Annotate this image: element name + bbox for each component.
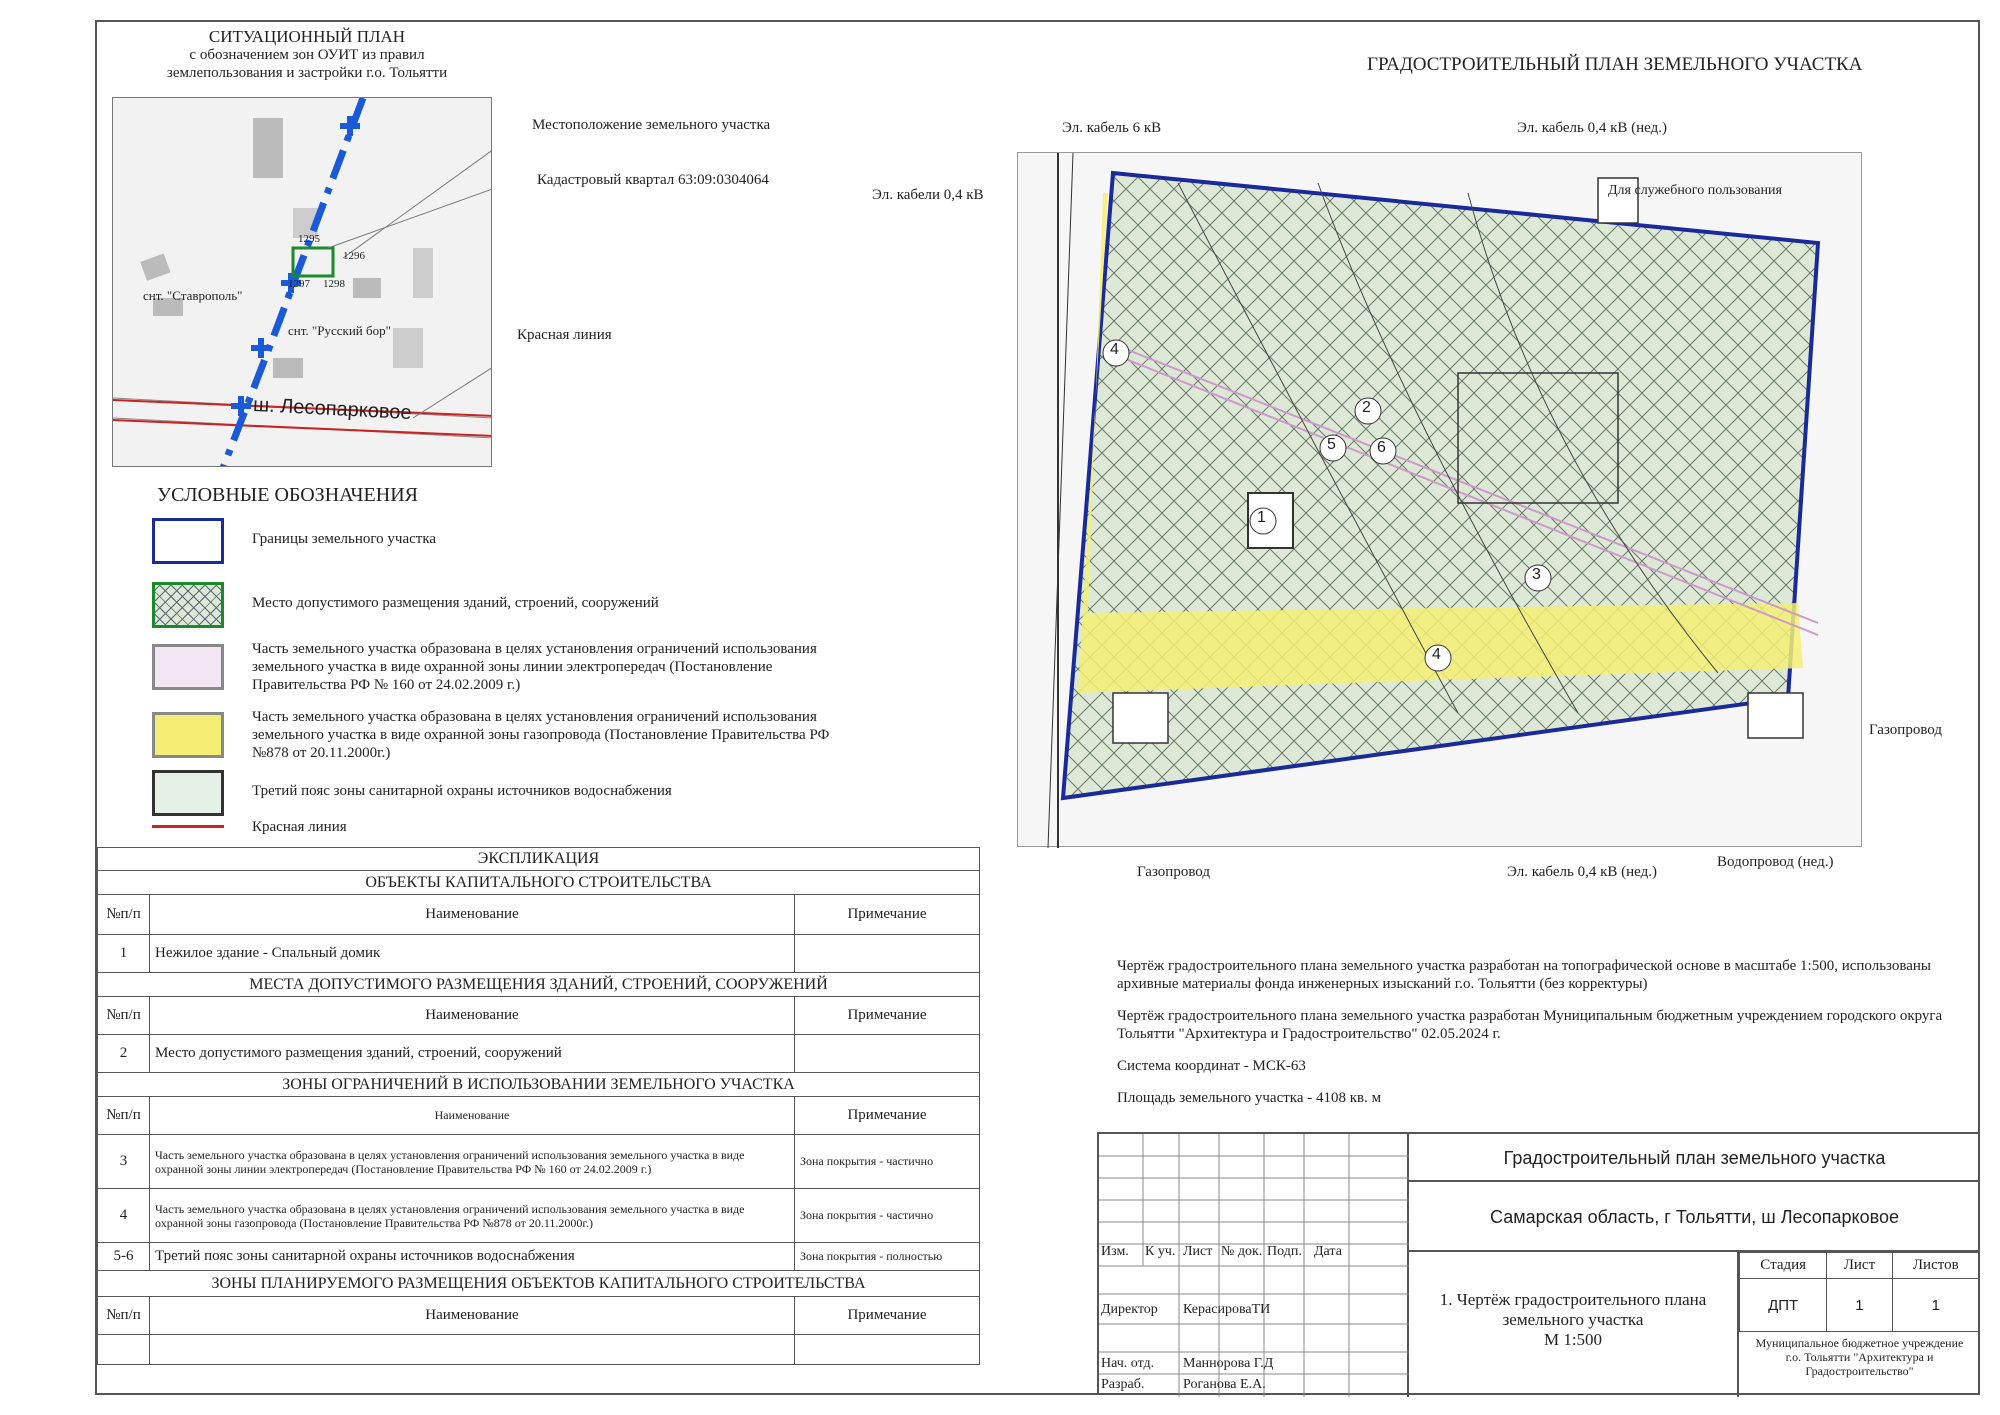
sheets-header: Листов bbox=[1892, 1253, 1979, 1279]
row-note: Зона покрытия - полностью bbox=[795, 1243, 980, 1271]
row-note: Зона покрытия - частично bbox=[795, 1189, 980, 1243]
legend-title: УСЛОВНЫЕ ОБОЗНАЧЕНИЯ bbox=[157, 484, 418, 506]
zone-marker: 2 bbox=[1362, 399, 1371, 416]
role: Нач. отд. bbox=[1101, 1356, 1155, 1371]
plan-title: ГРАДОСТРОИТЕЛЬНЫЙ ПЛАН ЗЕМЕЛЬНОГО УЧАСТКА bbox=[1367, 54, 1863, 75]
gas-pipe-label: Газопровод bbox=[1869, 722, 1943, 738]
col-num: №п/п bbox=[98, 997, 150, 1035]
col-doc: № док. bbox=[1221, 1244, 1263, 1259]
row-num: 5-6 bbox=[98, 1243, 150, 1271]
col-note: Примечание bbox=[795, 895, 980, 935]
title-block bbox=[1097, 1132, 1980, 1395]
situation-header bbox=[137, 28, 477, 82]
col-date: Дата bbox=[1314, 1244, 1342, 1259]
sheet-value: 1 bbox=[1827, 1279, 1892, 1332]
stage-value: ДПТ bbox=[1740, 1279, 1827, 1332]
legend-item: Часть земельного участка образована в целях установления ограничений использования земельного участка в виде охранной зоны линии электропередач (Постановление Правительства РФ № 160 от 24.02.2009 г.) bbox=[252, 641, 817, 693]
zone-marker: 1 bbox=[1257, 509, 1266, 526]
legend-swatch-boundary bbox=[152, 518, 224, 564]
legend-item: Красная линия bbox=[252, 819, 347, 835]
plan-drawing bbox=[1017, 152, 1862, 847]
situation-subtitle: с обозначением зон ОУИТ из правил bbox=[189, 47, 425, 63]
legend-swatch-yellow bbox=[152, 712, 224, 758]
note: Площадь земельного участка - 4108 кв. м bbox=[1117, 1090, 1382, 1106]
row-num bbox=[98, 1335, 150, 1365]
col-kuch: К уч. bbox=[1145, 1244, 1176, 1259]
cable-04kv-label-bottom: Эл. кабель 0,4 кВ (нед.) bbox=[1507, 864, 1657, 880]
col-name: Наименование bbox=[150, 997, 795, 1035]
stamp-address: Самарская область, г Тольятти, ш Лесопарковое bbox=[1409, 1182, 1980, 1252]
parcel-label: 1295 bbox=[298, 233, 320, 245]
legend-swatch-green bbox=[152, 770, 224, 816]
service-label: Для служебного пользования bbox=[1608, 183, 1782, 198]
role: Разраб. bbox=[1101, 1377, 1145, 1392]
drawing-sheet bbox=[95, 20, 1980, 1395]
col-note: Примечание bbox=[795, 1297, 980, 1335]
location-callout: Местоположение земельного участка bbox=[532, 117, 771, 133]
col-num: №п/п bbox=[98, 895, 150, 935]
row-num: 3 bbox=[98, 1135, 150, 1189]
water-pipe-label: Водопровод (нед.) bbox=[1717, 854, 1834, 870]
note: Чертёж градостроительного плана земельного участка разработан на топографической основе в масштабе 1:500, использованы архивные материалы фонда инженерных изысканий г.о. Тольятти (без корректуры) bbox=[1117, 958, 1932, 992]
legend-item: Границы земельного участка bbox=[252, 531, 437, 547]
snt-label: снт. "Ставрополь" bbox=[143, 288, 243, 303]
row-name: Место допустимого размещения зданий, строений, сооружений bbox=[150, 1035, 795, 1073]
col-num: №п/п bbox=[98, 1297, 150, 1335]
cable-6kv-label: Эл. кабель 6 кВ bbox=[1062, 120, 1162, 136]
zone-marker: 4 bbox=[1432, 646, 1441, 663]
row-num: 4 bbox=[98, 1189, 150, 1243]
legend-item: Часть земельного участка образована в целях установления ограничений использования земельного участка в виде охранной зоны газопровода (Постановление Правительства РФ №878 от 20.11.2000г.) bbox=[252, 709, 830, 761]
plan-svg bbox=[1018, 153, 1863, 848]
zone-marker: 6 bbox=[1377, 439, 1386, 456]
row-name: Третий пояс зоны санитарной охраны источников водоснабжения bbox=[150, 1243, 795, 1271]
explication-title: ЭКСПЛИКАЦИЯ bbox=[98, 848, 980, 871]
situation-map bbox=[112, 97, 492, 467]
row-num: 1 bbox=[98, 935, 150, 973]
legend bbox=[137, 484, 837, 507]
role: Директор bbox=[1101, 1302, 1158, 1317]
parcel-label: 1296 bbox=[343, 250, 365, 262]
sheet-header: Лист bbox=[1827, 1253, 1892, 1279]
notes bbox=[1117, 957, 1957, 1107]
row-name bbox=[150, 1335, 795, 1365]
person: Роганова Е.А. bbox=[1183, 1377, 1266, 1392]
col-izm: Изм. bbox=[1101, 1244, 1129, 1259]
stamp-title: Градостроительный план земельного участка bbox=[1409, 1134, 1980, 1182]
legend-swatch-hatch bbox=[152, 582, 224, 628]
gas-pipe-label: Газопровод bbox=[1137, 864, 1211, 880]
stage-header: Стадия bbox=[1740, 1253, 1827, 1279]
row-name: Часть земельного участка образована в целях установления ограничений использования земельного участка в виде охранной зоны линии электропередач (Постановление Правительства РФ № 160 от 24.02.2009 г.) bbox=[150, 1135, 795, 1189]
road-label: ш. Лесопарковое bbox=[252, 393, 413, 425]
cable-04kv-label: Эл. кабель 0,4 кВ (нед.) bbox=[1517, 120, 1667, 136]
snt-label: снт. "Русский бор" bbox=[288, 323, 391, 338]
zone-marker: 3 bbox=[1532, 566, 1541, 583]
stage-block bbox=[1739, 1252, 1980, 1397]
row-num: 2 bbox=[98, 1035, 150, 1073]
row-note bbox=[795, 1035, 980, 1073]
legend-item: Место допустимого размещения зданий, строений, сооружений bbox=[252, 595, 659, 611]
note: Система координат - МСК-63 bbox=[1117, 1058, 1306, 1074]
org-name: Муниципальное бюджетное учреждение г.о. Тольятти "Архитектура и Градостроительство" bbox=[1755, 1336, 1964, 1378]
sheets-value: 1 bbox=[1892, 1279, 1979, 1332]
col-num: №п/п bbox=[98, 1097, 150, 1135]
scale: М 1:500 bbox=[1543, 1330, 1603, 1349]
cables-04kv-label: Эл. кабели 0,4 кВ bbox=[872, 187, 984, 203]
row-note bbox=[795, 935, 980, 973]
row-note bbox=[795, 1335, 980, 1365]
col-note: Примечание bbox=[795, 997, 980, 1035]
parcel-label: 1298 bbox=[323, 278, 345, 290]
legend-swatch-redline bbox=[152, 825, 224, 828]
row-name: Часть земельного участка образована в целях установления ограничений использования земельного участка в виде охранной зоны газопровода (Постановление Правительства РФ №878 от 20.11.2000г.) bbox=[150, 1189, 795, 1243]
section-title: ЗОНЫ ОГРАНИЧЕНИЙ В ИСПОЛЬЗОВАНИИ ЗЕМЕЛЬНОГО УЧАСТКА bbox=[98, 1073, 980, 1097]
cadastral-callout: Кадастровый квартал 63:09:0304064 bbox=[537, 172, 769, 188]
zone-marker: 5 bbox=[1327, 436, 1336, 453]
situation-subtitle-2: землепользования и застройки г.о. Тольятти bbox=[166, 65, 448, 81]
section-title: ОБЪЕКТЫ КАПИТАЛЬНОГО СТРОИТЕЛЬСТВА bbox=[98, 871, 980, 895]
person: Маннорова Г.Д bbox=[1183, 1356, 1274, 1371]
person: КерасироваТИ bbox=[1183, 1302, 1271, 1317]
col-name: Наименование bbox=[150, 895, 795, 935]
revision-grid bbox=[1099, 1134, 1409, 1397]
col-list: Лист bbox=[1183, 1244, 1213, 1259]
note: Чертёж градостроительного плана земельного участка разработан Муниципальным бюджетным учреждением городского округа Тольятти "Архитектура и Градостроительство" 02.05.2024 г. bbox=[1117, 1008, 1943, 1042]
parcel-label: 1297 bbox=[288, 278, 310, 290]
col-name: Наименование bbox=[150, 1097, 795, 1135]
section-title: ЗОНЫ ПЛАНИРУЕМОГО РАЗМЕЩЕНИЯ ОБЪЕКТОВ КАПИТАЛЬНОГО СТРОИТЕЛЬСТВА bbox=[98, 1271, 980, 1297]
legend-swatch-pink bbox=[152, 644, 224, 690]
col-sign: Подп. bbox=[1267, 1244, 1302, 1259]
col-name: Наименование bbox=[150, 1297, 795, 1335]
row-name: Нежилое здание - Спальный домик bbox=[150, 935, 795, 973]
col-note: Примечание bbox=[795, 1097, 980, 1135]
row-note: Зона покрытия - частично bbox=[795, 1135, 980, 1189]
sheet-title: 1. Чертёж градостроительного плана земельного участка bbox=[1439, 1290, 1707, 1329]
red-line-callout: Красная линия bbox=[517, 327, 612, 343]
legend-item: Третий пояс зоны санитарной охраны источников водоснабжения bbox=[252, 783, 672, 799]
situation-title: СИТУАЦИОННЫЙ ПЛАН bbox=[208, 27, 406, 46]
section-title: МЕСТА ДОПУСТИМОГО РАЗМЕЩЕНИЯ ЗДАНИЙ, СТРОЕНИЙ, СООРУЖЕНИЙ bbox=[98, 973, 980, 997]
sheet-title-cell bbox=[1409, 1252, 1739, 1397]
zone-marker: 4 bbox=[1110, 341, 1119, 358]
explication-table bbox=[97, 847, 980, 1365]
